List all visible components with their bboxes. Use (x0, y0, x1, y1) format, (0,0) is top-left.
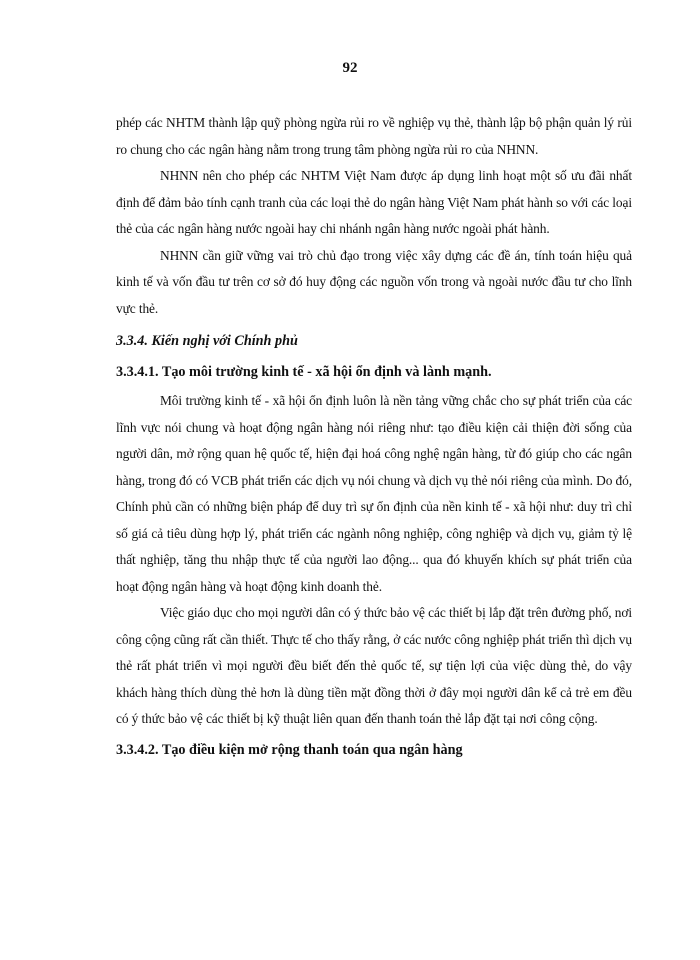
paragraph-subsection-1-a: Môi trường kinh tế - xã hội ổn định luôn là nền tảng vững chắc cho sự phát triển của các lĩnh vực nói chung và hoạt động ngân hàng nói riêng như: tạo điều kiện cải thiện đời sống của người dân, mở rộng quan hệ quốc tế, hiện đại hoá công nghệ ngân hàng, từ đó giúp cho các ngân hàng, trong đó có VCB phát triển các dịch vụ nói chung và dịch vụ thẻ nói riêng của mình. Do đó, Chính phủ cần có những biện pháp để duy trì sự ổn định của nền kinh tế - xã hội như: duy trì chỉ số giá cả tiêu dùng hợp lý, phát triển các ngành nông nghiệp, công nghiệp và dịch vụ, giảm tỷ lệ thất nghiệp, tăng thu nhập thực tế của người lao động... qua đó khuyến khích sự phát triển của hoạt động ngân hàng và hoạt động kinh doanh thẻ. (116, 393, 632, 594)
page-body (116, 110, 632, 763)
paragraph-intro-1: phép các NHTM thành lập quỹ phòng ngừa rủi ro về nghiệp vụ thẻ, thành lập bộ phận quản lý rủi ro chung cho các ngân hàng nằm trong trung tâm phòng ngừa rủi ro của NHNN. (116, 115, 632, 157)
paragraph-intro-2: NHNN nên cho phép các NHTM Việt Nam được áp dụng linh hoạt một số ưu đãi nhất định để đảm bảo tính cạnh tranh của các loại thẻ do ngân hàng Việt Nam phát hành so với các loại thẻ của các ngân hàng nước ngoài hay chi nhánh ngân hàng nước ngoài phát hành. (116, 168, 632, 236)
subsection-heading-1: 3.3.4.1. Tạo môi trường kinh tế - xã hội ổn định và lành mạnh. (116, 364, 492, 380)
section-heading: 3.3.4. Kiến nghị với Chính phủ (116, 333, 298, 349)
page-number: 92 (342, 60, 358, 76)
paragraph-subsection-1-b: Việc giáo dục cho mọi người dân có ý thức bảo vệ các thiết bị lắp đặt trên đường phố, nơi công cộng cũng rất cần thiết. Thực tế cho thấy rằng, ở các nước công nghiệp phát triển thì dịch vụ thẻ rất phát triển vì mọi người đều biết đến thẻ quốc tế, sự tiện lợi của việc dùng thẻ, do vậy khách hàng thích dùng thẻ hơn là dùng tiền mặt đồng thời ở đây mọi người dân kể cả trẻ em đều có ý thức bảo vệ các thiết bị kỹ thuật liên quan đến thanh toán thẻ lắp đặt tại nơi công cộng. (116, 605, 632, 726)
subsection-heading-2: 3.3.4.2. Tạo điều kiện mở rộng thanh toán qua ngân hàng (116, 741, 463, 758)
paragraph-intro-3: NHNN cần giữ vững vai trò chủ đạo trong việc xây dựng các đề án, tính toán hiệu quả kinh tế và vốn đầu tư trên cơ sở đó huy động các nguồn vốn trong và ngoài nước đầu tư cho lĩnh vực thẻ. (116, 247, 632, 316)
